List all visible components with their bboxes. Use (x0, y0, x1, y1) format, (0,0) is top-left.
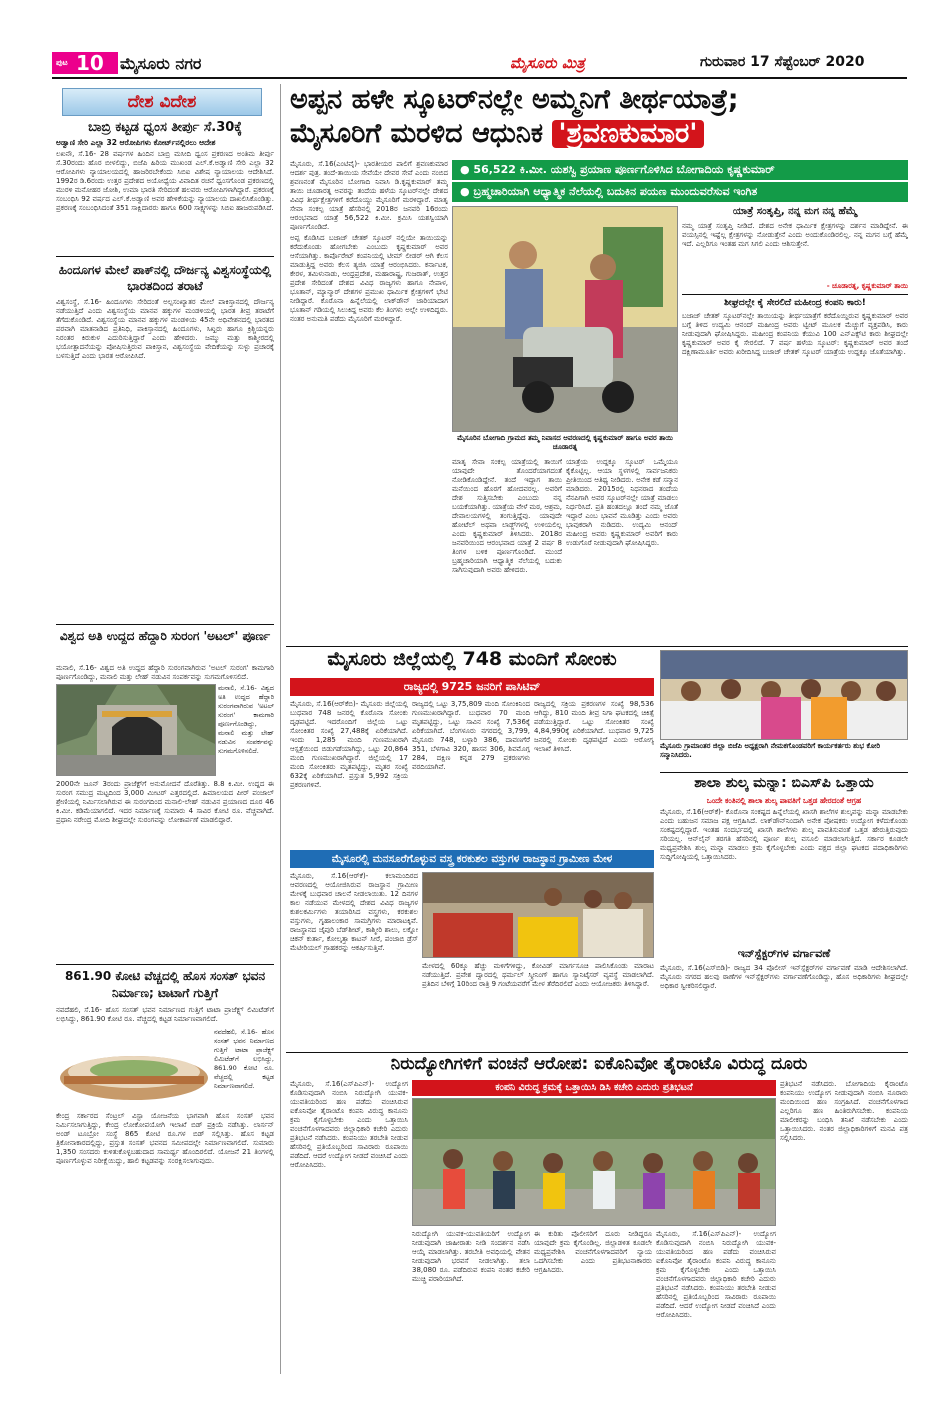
newspaper-logo: ಮೈಸೂರು ಮಿತ್ರ (510, 54, 585, 72)
mother-quote-title: ಯಾತ್ರೆ ಸಂತೃಪ್ತಿ, ನನ್ನ ಮಗ ನನ್ನ ಹೆಮ್ಮೆ (732, 206, 858, 217)
parliament-image (56, 1028, 212, 1110)
mela-photo (422, 872, 654, 958)
lead-headline-highlight: 'ಶ್ರವಣಕುಮಾರ' (552, 120, 703, 148)
school-fee-body: ಮೈಸೂರು, ಸೆ.16(ಆರ್‌ಕೆ)- ಕೊರೊನಾ ಸಂಕಷ್ಟದ ಹಿನ್ನೆಲೆಯಲ್ಲಿ ಖಾಸಗಿ ಶಾಲೆಗಳ ಶುಲ್ಕವನ್ನು ಮನ್ನಾ ಮಾಡಬೇಕು ಎಂದು ಬಹುಜನ ಸಮಾಜ ಪಕ್ಷ ಆಗ್ರಹಿಸಿದೆ. ಲಾಕ್‌ಡೌನ್‌ನಿಂದಾಗಿ ಅನೇಕ ಪೋಷಕರು ಉದ್ಯೋಗ ಕಳೆದುಕೊಂಡು ಸಂಕಷ್ಟದಲ್ಲಿದ್ದಾರೆ. ಇಂತಹ ಸಂದರ್ಭದಲ್ಲಿ ಖಾಸಗಿ ಶಾಲೆಗಳು ಶುಲ್ಕ ಪಾವತಿಸುವಂತೆ ಒತ್ತಡ ಹೇರುತ್ತಿರುವುದು ಸರಿಯಲ್ಲ. ಆನ್‌ಲೈನ್ ತರಗತಿ ಹೆಸರಿನಲ್ಲಿ ಪೂರ್ಣ ಶುಲ್ಕ ವಸೂಲಿ ಮಾಡಲಾಗುತ್ತಿದೆ. ಸರ್ಕಾರ ಕೂಡಲೇ ಮಧ್ಯಪ್ರವೇಶಿಸಿ ಶುಲ್ಕ ಮನ್ನಾ ಮಾಡಲು ಕ್ರಮ ಕೈಗೊಳ್ಳಬೇಕು ಎಂದು ಪಕ್ಷದ ಜಿಲ್ಲಾ ಘಟಕದ ಪದಾಧಿಕಾರಿಗಳು ಸುದ್ದಿಗೋಷ್ಠಿಯಲ್ಲಿ ಒತ್ತಾಯಿಸಿದರು. (660, 808, 908, 861)
atal-lead: ಮನಾಲಿ, ಸೆ.16- ವಿಶ್ವದ ಅತಿ ಉದ್ದದ ಹೆದ್ದಾರಿ ಸುರಂಗವಾಗಿರುವ 'ಅಟಲ್ ಸುರಂಗ' ಕಾಮಗಾರಿ ಪೂರ್ಣಗೊಂಡಿದ್ದು, ಮನಾಲಿ ಮತ್ತು ಲೇಹ್ ನಡುವಿನ ಸಂಪರ್ಕವನ್ನು ಸುಗಮಗೊಳಿಸಲಿದೆ. (56, 664, 274, 681)
mela-col-b: ಮೇಳದಲ್ಲಿ 60ಕ್ಕೂ ಹೆಚ್ಚು ಮಳಿಗೆಗಳಿದ್ದು, ಕೋವಿಡ್ ಮಾರ್ಗಸೂಚಿ ಪಾಲಿಸಿಕೊಂಡು ಮಾರಾಟ ನಡೆಯುತ್ತಿದೆ. ಪ್ರವೇಶ ದ್ವಾರದಲ್ಲಿ ಥರ್ಮಲ್ ಸ್ಕ್ರೀನಿಂಗ್ ಹಾಗೂ ಸ್ಯಾನಿಟೈಸರ್ ವ್ಯವಸ್ಥೆ ಮಾಡಲಾಗಿದೆ. ಪ್ರತಿದಿನ ಬೆಳಿಗ್ಗೆ 10ರಿಂದ ರಾತ್ರಿ 9 ಗಂಟೆಯವರೆಗೆ ಮೇಳ ತೆರೆದಿರಲಿದೆ ಎಂದು ಆಯೋಜಕರು ತಿಳಿಸಿದ್ದಾರೆ. (422, 962, 654, 988)
page-number-badge (52, 52, 118, 74)
mela-col-a: ಮೈಸೂರು, ಸೆ.16(ಆರ್‌ಕೆ)- ಕಲಾಮಂದಿರದ ಆವರಣದಲ್ಲಿ ಆಯೋಜಿಸಿರುವ ರಾಜಸ್ಥಾನ ಗ್ರಾಮೀಣ ಮೇಳಕ್ಕೆ ಬುಧವಾರ ಚಾಲನೆ ನೀಡಲಾಯಿತು. 12 ದಿನಗಳ ಕಾಲ ನಡೆಯುವ ಮೇಳದಲ್ಲಿ ದೇಶದ ವಿವಿಧ ರಾಜ್ಯಗಳ ಕುಶಲಕರ್ಮಿಗಳು ತಯಾರಿಸಿದ ವಸ್ತ್ರಗಳು, ಕರಕುಶಲ ವಸ್ತುಗಳು, ಗೃಹಾಲಂಕಾರ ಸಾಮಗ್ರಿಗಳು ಮಾರಾಟಕ್ಕಿವೆ. ರಾಜಸ್ಥಾನದ ಜೈಪುರಿ ಬೆಡ್‌ಶೀಟ್, ಕಾಶ್ಮೀರಿ ಶಾಲು, ಲಕ್ನೋ ಚಿಕನ್ ಕುರ್ತಾ, ಕೋಲ್ಕತ್ತಾ ಕಾಟನ್ ಸೀರೆ, ಪಂಜಾಬಿ ಡ್ರೆಸ್ ಮೆಟೀರಿಯಲ್ ಗ್ರಾಹಕರನ್ನು ಆಕರ್ಷಿಸುತ್ತಿವೆ. (290, 872, 418, 952)
covid-col-a: ಮೈಸೂರು, ಸೆ.16(ಆರ್‌ಕೆಬಿ)- ಮೈಸೂರು ಜಿಲ್ಲೆಯಲ್ಲಿ ಬುಧವಾರ 748 ಜನರಲ್ಲಿ ಕೊರೊನಾ ಸೋಂಕು ದೃಢಪಟ್ಟಿದೆ. ಇದರೊಂದಿಗೆ ಜಿಲ್ಲೆಯ ಒಟ್ಟು ಸೋಂಕಿತರ ಸಂಖ್ಯೆ 27,488ಕ್ಕೆ ಏರಿಕೆಯಾಗಿದೆ. ಇಂದು 1,285 ಮಂದಿ ಗುಣಮುಖರಾಗಿ ಆಸ್ಪತ್ರೆಯಿಂದ ಬಿಡುಗಡೆಯಾಗಿದ್ದು, ಒಟ್ಟು 20,864 ಮಂದಿ ಗುಣಮುಖರಾಗಿದ್ದಾರೆ. ಜಿಲ್ಲೆಯಲ್ಲಿ 17 ಮಂದಿ ಸೋಂಕಿತರು ಮೃತಪಟ್ಟಿದ್ದು, ಮೃತರ ಸಂಖ್ಯೆ 632ಕ್ಕೆ ಏರಿಕೆಯಾಗಿದೆ. ಪ್ರಸ್ತುತ 5,992 ಸಕ್ರಿಯ ಪ್ರಕರಣಗಳಿವೆ. (290, 700, 408, 789)
mother-quote-byline: - ಚೂಡಾರತ್ನ, ಕೃಷ್ಣಕುಮಾರ್ ತಾಯಿ (826, 282, 908, 290)
babri-subhead: ಅಡ್ವಾಣಿ ಸೇರಿ ಎಲ್ಲಾ 32 ಆರೋಪಿಗಳು ಕೋರ್ಟ್‌ನಲ್ಲಿರಲು ಆದೇಶ (56, 138, 216, 147)
parliament-side-text: ನವದೆಹಲಿ, ಸೆ.16- ಹೊಸ ಸಂಸತ್ ಭವನ ನಿರ್ಮಾಣದ ಗುತ್ತಿಗೆ ಟಾಟಾ ಪ್ರಾಜೆಕ್ಟ್ಸ್ ಲಿಮಿಟೆಡ್‌ಗೆ ಲಭಿಸಿದ್ದು, 861.90 ಕೋಟಿ ರೂ. ವೆಚ್ಚದಲ್ಲಿ ಕಟ್ಟಡ ನಿರ್ಮಾಣವಾಗಲಿದೆ. (214, 1028, 274, 1090)
atal-headline: ವಿಶ್ವದ ಅತಿ ಉದ್ದದ ಹೆದ್ದಾರಿ ಸುರಂಗ 'ಅಟಲ್' ಪೂರ್ಣ (59, 629, 271, 643)
divider (56, 256, 274, 257)
parliament-headline: 861.90 ಕೋಟಿ ವೆಚ್ಚದಲ್ಲಿ ಹೊಸ ಸಂಸತ್ ಭವನ ನಿರ್ಮಾಣ; ಟಾಟಾಗೆ ಗುತ್ತಿಗೆ (64, 969, 266, 1000)
mela-headline: ಮೈಸೂರಲ್ಲಿ ಮನಸೂರೆಗೊಳ್ಳುವ ವಸ್ತ್ರ ಕರಕುಶಲ ವಸ್ತುಗಳ ರಾಜಸ್ಥಾನ ಗ್ರಾಮೀಣ ಮೇಳ (290, 850, 654, 868)
column-rule (280, 84, 281, 1374)
lead-photo-caption: ಮೈಸೂರಿನ ಬೋಗಾದಿ ಗ್ರಾಮದ ತಮ್ಮ ನಿವಾಸದ ಆವರಣದಲ್ಲಿ ಕೃಷ್ಣಕುಮಾರ್ ಹಾಗೂ ಅವರ ತಾಯಿ ಚೂಡಾರತ್ನ (457, 434, 673, 451)
transfer-body: ಮೈಸೂರು, ಸೆ.16(ಎಸ್‌ಬಿಡಿ)- ರಾಜ್ಯದ 34 ಪೊಲೀಸ್ ಇನ್‌ಸ್ಪೆಕ್ಟರ್‌ಗಳ ವರ್ಗಾವಣೆ ಮಾಡಿ ಆದೇಶಿಸಲಾಗಿದೆ. ಮೈಸೂರು ನಗರದ ಹಲವು ಠಾಣೆಗಳ ಇನ್‌ಸ್ಪೆಕ್ಟರ್‌ಗಳು ವರ್ಗಾವಣೆಗೊಂಡಿದ್ದು, ಹೊಸ ಅಧಿಕಾರಿಗಳು ಶೀಘ್ರದಲ್ಲೇ ಅಧಿಕಾರ ಸ್ವೀಕರಿಸಲಿದ್ದಾರೆ. (660, 964, 908, 990)
divider (286, 1052, 908, 1053)
section-title-box (62, 88, 262, 116)
lead-headline-text: ಮೈಸೂರಿಗೆ ಮರಳಿದ ಆಧುನಿಕ (290, 118, 543, 149)
covid-headline: ಮೈಸೂರು ಜಿಲ್ಲೆಯಲ್ಲಿ 748 ಮಂದಿಗೆ ಸೋಂಕು (327, 648, 617, 670)
bjp-felicitation-photo (660, 650, 908, 740)
page-label: ಪುಟ (56, 58, 68, 67)
masthead-rule (52, 77, 907, 79)
felicitation-image (661, 651, 908, 740)
lead-intro-p1: ಮೈಸೂರು, ಸೆ.16(ಎಂಟಿವೈ)- ಭಾರತೀಯರ ಪಾಲಿಗೆ ಶ್ರವಣಕುಮಾರ ಆದರ್ಶ ಪುತ್ರ. ತಂದೆ-ತಾಯಿಯ ಸೇವೆಯೇ ದೇವರ ಸೇವೆ ಎಂದು ನಂಬಿದ ಶ್ರವಣನಂತೆ ಮೈಸೂರಿನ ಬೋಗಾದಿ ನಿವಾಸಿ ಡಿ.ಕೃಷ್ಣಕುಮಾರ್ ತಮ್ಮ ತಾಯಿ ಚೂಡಾರತ್ನ ಅವರನ್ನು ತಂದೆಯ ಹಳೆಯ ಸ್ಕೂಟರ್‌ನಲ್ಲೇ ದೇಶದ ವಿವಿಧ ತೀರ್ಥಕ್ಷೇತ್ರಗಳಿಗೆ ಕರೆದೊಯ್ದು ಮೈಸೂರಿಗೆ ಮರಳಿದ್ದಾರೆ. ಮಾತೃ ಸೇವಾ ಸಂಕಲ್ಪ ಯಾತ್ರೆ ಹೆಸರಿನಲ್ಲಿ 2018ರ ಜನವರಿ 16ರಂದು ಆರಂಭವಾದ ಯಾತ್ರೆ 56,522 ಕಿ.ಮೀ. ಕ್ರಮಿಸಿ ಯಶಸ್ವಿಯಾಗಿ ಪೂರ್ಣಗೊಂಡಿದೆ. (290, 160, 448, 231)
mother-quote-body: ನಮ್ಮ ಯಾತ್ರೆ ಸಂತೃಪ್ತಿ ನೀಡಿದೆ. ದೇಶದ ಅನೇಕ ಧಾರ್ಮಿಕ ಕ್ಷೇತ್ರಗಳನ್ನು ದರ್ಶನ ಮಾಡಿದ್ದೇನೆ. ಈ ವಯಸ್ಸಿನಲ್ಲಿ ಇಷ್ಟೆಲ್ಲ ಕ್ಷೇತ್ರಗಳನ್ನು ನೋಡುತ್ತೇನೆ ಎಂದು ಅಂದುಕೊಂಡಿರಲಿಲ್ಲ. ನನ್ನ ಮಗನ ಬಗ್ಗೆ ಹೆಮ್ಮೆ ಇದೆ. ಎಲ್ಲರಿಗೂ ಇಂತಹ ಮಗ ಸಿಗಲಿ ಎಂದು ಆಶಿಸುತ್ತೇನೆ. (682, 222, 908, 248)
mother-son-scooter-image (453, 207, 678, 432)
protest-image (413, 1099, 776, 1226)
divider (286, 646, 908, 647)
page-number: 10 (76, 51, 104, 75)
lead-col-c: ಯಾತ್ರೆಯ ಉದ್ದಕ್ಕೂ ಸ್ಕೂಟರ್ ಒಮ್ಮೆಯೂ ಕೈಕೊಟ್ಟಿಲ್ಲ. ಆಯಾ ಸ್ಥಳಗಳಲ್ಲಿ ಸಾರ್ವಜನಿಕರು ಪ್ರೀತಿಯಿಂದ ಆತಿಥ್ಯ ನೀಡಿದರು. ಅನೇಕ ಕಡೆ ಸನ್ಮಾನ ಮಾಡಿದರು. 2015ರಲ್ಲಿ ನಿಧನರಾದ ತಂದೆಯ ನೆನಪಿಗಾಗಿ ಅವರ ಸ್ಕೂಟರ್‌ನಲ್ಲೇ ಯಾತ್ರೆ ಮಾಡಲು ನಿರ್ಧರಿಸಿದೆ. ಪ್ರತಿ ಹಂತದಲ್ಲೂ ತಂದೆ ನಮ್ಮ ಜೊತೆ ಇದ್ದಾರೆ ಎಂಬ ಭಾವನೆ ಮೂಡಿತ್ತು ಎಂದು ಅವರು ಭಾವುಕರಾಗಿ ನುಡಿದರು. ಉದ್ಯಮಿ ಆನಂದ್ ಮಹೀಂದ್ರ ಅವರು ಕೃಷ್ಣಕುಮಾರ್ ಅವರಿಗೆ ಕಾರು ಉಡುಗೊರೆ ನೀಡುವುದಾಗಿ ಘೋಷಿಸಿದ್ದರು. (566, 458, 678, 547)
covid-subhead: ರಾಜ್ಯದಲ್ಲಿ 9725 ಜನರಿಗೆ ಪಾಸಿಟಿವ್ (290, 678, 654, 696)
babri-body: ಲಖನೌ, ಸೆ.16- 28 ವರ್ಷಗಳ ಹಿಂದಿನ ಬಾಬ್ರಿ ಮಸೀದಿ ಧ್ವಂಸ ಪ್ರಕರಣದ ಅಂತಿಮ ತೀರ್ಪು ಸೆ.30ರಂದು ಹೊರ ಬೀಳಲಿದ್ದು, ಬಿಜೆಪಿ ಹಿರಿಯ ಮುಖಂಡ ಎಲ್.ಕೆ.ಅಡ್ವಾಣಿ ಸೇರಿ ಎಲ್ಲಾ 32 ಆರೋಪಿಗಳು ನ್ಯಾಯಾಲಯದಲ್ಲಿ ಹಾಜರಿರಬೇಕೆಂದು ಸಿಬಿಐ ವಿಶೇಷ ನ್ಯಾಯಾಲಯ ಆದೇಶಿಸಿದೆ. 1992ರ ಡಿ.6ರಂದು ಉತ್ತರ ಪ್ರದೇಶದ ಅಯೋಧ್ಯೆಯ ವಿವಾದಿತ ರಚನೆ ಧ್ವಂಸಗೊಂಡ ಪ್ರಕರಣದಲ್ಲಿ ಮುರಳಿ ಮನೋಹರ ಜೋಶಿ, ಉಮಾ ಭಾರತಿ ಸೇರಿದಂತೆ ಹಲವರು ಆರೋಪಿಗಳಾಗಿದ್ದಾರೆ. ಪ್ರಕರಣಕ್ಕೆ ಸಂಬಂಧಿಸಿ 92 ವರ್ಷದ ಎಲ್.ಕೆ.ಅಡ್ವಾಣಿ ಅವರ ಹೇಳಿಕೆಯನ್ನು ನ್ಯಾಯಾಲಯ ದಾಖಲಿಸಿಕೊಂಡಿತ್ತು. ಪ್ರಕರಣಕ್ಕೆ ಸಂಬಂಧಿಸಿದಂತೆ 351 ಸಾಕ್ಷಿದಾರರು ಹಾಗೂ 600 ಸಾಕ್ಷ್ಯಗಳನ್ನು ಸಿಬಿಐ ಹಾಜರುಪಡಿಸಿದೆ. (56, 150, 274, 212)
parliament-body: ಕೇಂದ್ರ ಸರ್ಕಾರದ ಸೆಂಟ್ರಲ್ ವಿಸ್ಟಾ ಯೋಜನೆಯ ಭಾಗವಾಗಿ ಹೊಸ ಸಂಸತ್ ಭವನ ನಿರ್ಮಿಸಲಾಗುತ್ತಿದ್ದು, ಕೇಂದ್ರ ಲೋಕೋಪಯೋಗಿ ಇಲಾಖೆ ಬಿಡ್ ಪ್ರಕ್ರಿಯೆ ನಡೆಸಿತ್ತು. ಲಾರ್ಸನ್ ಅಂಡ್ ಟೂಬ್ರೋ ಸಂಸ್ಥೆ 865 ಕೋಟಿ ರೂ.ಗಳ ಬಿಡ್ ಸಲ್ಲಿಸಿತ್ತು. ಹೊಸ ಕಟ್ಟಡ ತ್ರಿಕೋನಾಕಾರದಲ್ಲಿದ್ದು, ಪ್ರಸ್ತುತ ಸಂಸತ್ ಭವನದ ಸಮೀಪದಲ್ಲೇ ನಿರ್ಮಾಣವಾಗಲಿದೆ. ಸುಮಾರು 1,350 ಸಂಸದರು ಕುಳಿತುಕೊಳ್ಳಬಹುದಾದ ಸಾಮರ್ಥ್ಯ ಹೊಂದಿರಲಿದೆ. ಯೋಜನೆ 21 ತಿಂಗಳಲ್ಲಿ ಪೂರ್ಣಗೊಳ್ಳುವ ನಿರೀಕ್ಷೆಯಿದ್ದು, ಹಾಲಿ ಕಟ್ಟಡವನ್ನು ಸಂರಕ್ಷಿಸಲಾಗುವುದು. (56, 1112, 274, 1165)
issue-date: ಗುರುವಾರ 17 ಸೆಪ್ಟೆಂಬರ್ 2020 (700, 54, 865, 70)
lead-headline-line2 (290, 120, 910, 148)
atal-side-text: ಮನಾಲಿ, ಸೆ.16- ವಿಶ್ವದ ಅತಿ ಉದ್ದದ ಹೆದ್ದಾರಿ ಸುರಂಗವಾಗಿರುವ 'ಅಟಲ್ ಸುರಂಗ' ಕಾಮಗಾರಿ ಪೂರ್ಣಗೊಂಡಿದ್ದು, ಮನಾಲಿ ಮತ್ತು ಲೇಹ್ ನಡುವಿನ ಸಂಪರ್ಕವನ್ನು ಸುಗಮಗೊಳಿಸಲಿದೆ. (218, 684, 274, 755)
protest-photo (412, 1098, 776, 1226)
divider (660, 772, 908, 773)
protest-subhead: ಕಂಪನಿ ವಿರುದ್ಧ ಕ್ರಮಕ್ಕೆ ಒತ್ತಾಯಿಸಿ ಡಿಸಿ ಕಚೇರಿ ಎದುರು ಪ್ರತಿಭಟನೆ (412, 1080, 776, 1096)
lead-intro-p2: ಅಪ್ಪ ಕೊಡಿಸಿದ ಬಜಾಜ್ ಚೇತಕ್ ಸ್ಕೂಟರ್ ನಲ್ಲಿಯೇ ತಾಯಿಯನ್ನು ಕರೆದುಕೊಂಡು ಹೋಗಬೇಕು ಎಂಬುದು ಕೃಷ್ಣಕುಮಾರ್ ಅವರ ಆಸೆಯಾಗಿತ್ತು. ಕಾರ್ಪೊರೇಟ್ ಕಂಪನಿಯಲ್ಲಿ ಟೀಮ್ ಲೀಡರ್ ಆಗಿ ಕೆಲಸ ಮಾಡುತ್ತಿದ್ದ ಅವರು ಕೆಲಸ ತ್ಯಜಿಸಿ ಯಾತ್ರೆ ಆರಂಭಿಸಿದರು. ಕರ್ನಾಟಕ, ಕೇರಳ, ತಮಿಳುನಾಡು, ಆಂಧ್ರಪ್ರದೇಶ, ಮಹಾರಾಷ್ಟ್ರ, ಗುಜರಾತ್, ಉತ್ತರ ಪ್ರದೇಶ ಸೇರಿದಂತೆ ದೇಶದ ವಿವಿಧ ರಾಜ್ಯಗಳು ಹಾಗೂ ನೇಪಾಳ, ಭೂತಾನ್, ಮ್ಯಾನ್ಮಾರ್ ದೇಶಗಳ ಪ್ರಮುಖ ಧಾರ್ಮಿಕ ಕ್ಷೇತ್ರಗಳಿಗೆ ಭೇಟಿ ನೀಡಿದ್ದಾರೆ. ಕೊರೊನಾ ಹಿನ್ನೆಲೆಯಲ್ಲಿ ಲಾಕ್‌ಡೌನ್ ಜಾರಿಯಾದಾಗ ಭೂತಾನ್ ಗಡಿಯಲ್ಲಿ ಸಿಲುಕಿದ್ದ ಅವರು ಕೆಲ ತಿಂಗಳು ಅಲ್ಲೇ ಉಳಿದಿದ್ದರು. ನಂತರ ಅನುಮತಿ ಪಡೆದು ಮೈಸೂರಿಗೆ ಮರಳಿದ್ದಾರೆ. (290, 234, 448, 323)
section-name: ಮೈಸೂರು ನಗರ (120, 54, 202, 73)
protest-headline: ನಿರುದ್ಯೋಗಿಗಳಿಗೆ ವಂಚನೆ ಆರೋಪ: ಐಕೊನಿವೋ ತೈರಾಂಟೊ ವಿರುದ್ಧ ದೂರು (390, 1054, 808, 1074)
lead-bullet-2: ● ಬ್ರಹ್ಮಚಾರಿಯಾಗಿ ಆಧ್ಯಾತ್ಮಿಕ ನೆಲೆಯಲ್ಲಿ ಬದುಕಿನ ಪಯಣ ಮುಂದುವರೆಸುವ ಇಂಗಿತ (452, 182, 908, 202)
mela-inauguration-image (423, 873, 654, 958)
protest-col-b: ನಿರುದ್ಯೋಗಿ ಯುವಕ-ಯುವತಿಯರಿಗೆ ಉದ್ಯೋಗ ನೀಡುವುದಾಗಿ ಜಾಹೀರಾತು ನೀಡಿ ಸಂದರ್ಶನ ನಡೆಸಿ ಆಯ್ಕೆ ಮಾಡಲಾಗಿತ್ತು. ತರಬೇತಿ ಅವಧಿಯಲ್ಲಿ ವೇತನ ನೀಡುವುದಾಗಿ ಭರವಸೆ ನೀಡಲಾಗಿತ್ತು. ತಲಾ 38,080 ರೂ. ಪಡೆದಿರುವ ಕಂಪನಿ ನಂತರ ಕಚೇರಿ ಮುಚ್ಚಿ ಪರಾರಿಯಾಗಿದೆ. (412, 1230, 530, 1283)
lead-headline-line1: ಅಪ್ಪನ ಹಳೇ ಸ್ಕೂಟರ್‌ನಲ್ಲೇ ಅಮ್ಮನಿಗೆ ತೀರ್ಥಯಾತ್ರೆ; (290, 84, 739, 115)
school-fee-subhead: ಒಂದೇ ಕಂತಿನಲ್ಲಿ ಶಾಲಾ ಶುಲ್ಕ ಪಾವತಿಗೆ ಒತ್ತಡ ಹೇರದಂತೆ ಆಗ್ರಹ (706, 796, 862, 805)
school-fee-headline: ಶಾಲಾ ಶುಲ್ಕ ಮನ್ನಾ: ಬಿಎಸ್‌ಪಿ ಒತ್ತಾಯ (694, 775, 874, 791)
protest-col-a: ಮೈಸೂರು, ಸೆ.16(ಎಸ್‌ಪಿಎನ್)- ಉದ್ಯೋಗ ಕೊಡಿಸುವುದಾಗಿ ನಂಬಿಸಿ ನಿರುದ್ಯೋಗಿ ಯುವಕ-ಯುವತಿಯರಿಂದ ಹಣ ಪಡೆದು ವಂಚಿಸಿರುವ ಐಕೊನಿವೋ ತೈರಾಂಟೊ ಕಂಪನಿ ವಿರುದ್ಧ ಕಾನೂನು ಕ್ರಮ ಕೈಗೊಳ್ಳಬೇಕು ಎಂದು ಒತ್ತಾಯಿಸಿ ವಂಚನೆಗೊಳಗಾದವರು ಜಿಲ್ಲಾಧಿಕಾರಿ ಕಚೇರಿ ಎದುರು ಪ್ರತಿಭಟನೆ ನಡೆಸಿದರು. ಕಂಪನಿಯು ತರಬೇತಿ ನೀಡುವ ಹೆಸರಿನಲ್ಲಿ ಪ್ರತಿಯೊಬ್ಬರಿಂದ ಸಾವಿರಾರು ರೂಪಾಯಿ ಪಡೆದಿದೆ. ಆದರೆ ಉದ್ಯೋಗ ನೀಡದೆ ವಂಚಿಸಿದೆ ಎಂದು ಆರೋಪಿಸಿದರು. (290, 1080, 408, 1169)
atal-body: 2000ನೇ ಜೂನ್ 3ರಂದು ಪ್ರಾಜೆಕ್ಟ್‌ಗೆ ಅನುಮೋದನೆ ದೊರೆತಿತ್ತು. 8.8 ಕಿ.ಮೀ. ಉದ್ದದ ಈ ಸುರಂಗ ಸಮುದ್ರ ಮಟ್ಟದಿಂದ 3,000 ಮೀಟರ್ ಎತ್ತರದಲ್ಲಿದೆ. ಹಿಮಾಲಯದ ಪೀರ್ ಪಂಜಾಲ್ ಶ್ರೇಣಿಯಲ್ಲಿ ನಿರ್ಮಿಸಲಾಗಿರುವ ಈ ಸುರಂಗದಿಂದ ಮನಾಲಿ-ಲೇಹ್ ನಡುವಿನ ಪ್ರಯಾಣದ ದೂರ 46 ಕಿ.ಮೀ. ಕಡಿಮೆಯಾಗಲಿದೆ. ಇದರ ನಿರ್ಮಾಣಕ್ಕೆ ಸುಮಾರು 4 ಸಾವಿರ ಕೋಟಿ ರೂ. ವೆಚ್ಚವಾಗಿದೆ. ಪ್ರಧಾನಿ ನರೇಂದ್ರ ಮೋದಿ ಶೀಘ್ರದಲ್ಲೇ ಸುರಂಗವನ್ನು ಲೋಕಾರ್ಪಣೆ ಮಾಡಲಿದ್ದಾರೆ. (56, 780, 274, 824)
section-title: ದೇಶ ವಿದೇಶ (127, 92, 197, 112)
divider (56, 964, 274, 965)
divider (682, 294, 908, 295)
masthead (0, 0, 945, 80)
pak-headline: ಹಿಂದೂಗಳ ಮೇಲೆ ಪಾಕ್‌ನಲ್ಲಿ ದೌರ್ಜನ್ಯ ವಿಶ್ವಸಂಸ್ಥೆಯಲ್ಲಿ ಭಾರತದಿಂದ ತರಾಟೆ (58, 263, 272, 293)
transfer-headline: ಇನ್‌ಸ್ಪೆಕ್ಟರ್‌ಗಳ ವರ್ಗಾವಣೆ (737, 947, 831, 960)
lead-bullet-1: ● 56,522 ಕಿ.ಮೀ. ಯಶಸ್ವಿ ಪ್ರಯಾಣ ಪೂರ್ಣಗೊಳಿಸಿದ ಬೋಗಾದಿಯ ಕೃಷ್ಣಕುಮಾರ್ (452, 160, 908, 180)
parliament-photo (56, 1028, 212, 1110)
pak-body: ವಿಶ್ವಸಂಸ್ಥೆ, ಸೆ.16- ಹಿಂದೂಗಳು ಸೇರಿದಂತೆ ಅಲ್ಪಸಂಖ್ಯಾತರ ಮೇಲೆ ಪಾಕಿಸ್ತಾನದಲ್ಲಿ ದೌರ್ಜನ್ಯ ನಡೆಯುತ್ತಿದೆ ಎಂದು ವಿಶ್ವಸಂಸ್ಥೆಯ ಮಾನವ ಹಕ್ಕುಗಳ ಮಂಡಳಿಯಲ್ಲಿ ಭಾರತ ತೀವ್ರ ತರಾಟೆಗೆ ತೆಗೆದುಕೊಂಡಿದೆ. ವಿಶ್ವಸಂಸ್ಥೆಯ ಮಾನವ ಹಕ್ಕುಗಳ ಮಂಡಳಿಯ 45ನೇ ಅಧಿವೇಶನದಲ್ಲಿ ಭಾರತದ ಪರವಾಗಿ ಮಾತನಾಡಿದ ಪ್ರತಿನಿಧಿ, ಪಾಕಿಸ್ತಾನದಲ್ಲಿ ಹಿಂದೂಗಳು, ಸಿಖ್ಖರು ಹಾಗೂ ಕ್ರಿಶ್ಚಿಯನ್ನರು ನಿರಂತರ ಕಿರುಕುಳ ಎದುರಿಸುತ್ತಿದ್ದಾರೆ ಎಂದು ಹೇಳಿದರು. ಜಮ್ಮು ಮತ್ತು ಕಾಶ್ಮೀರದಲ್ಲಿ ಭಯೋತ್ಪಾದನೆಯನ್ನು ಪೋಷಿಸುತ್ತಿರುವ ಪಾಕಿಸ್ತಾನ, ವಿಶ್ವಸಂಸ್ಥೆಯ ವೇದಿಕೆಯನ್ನು ಸುಳ್ಳು ಪ್ರಚಾರಕ್ಕೆ ಬಳಸುತ್ತಿದೆ ಎಂದು ಭಾರತ ಆರೋಪಿಸಿದೆ. (56, 298, 274, 360)
mahindra-title: ಶೀಘ್ರದಲ್ಲೇ ಕೈ ಸೇರಲಿದೆ ಮಹೀಂದ್ರ ಕಂಪನಿ ಕಾರು! (724, 298, 866, 308)
divider (56, 624, 274, 625)
covid-col-c: ರಾಜ್ಯದಲ್ಲಿ ಸಕ್ರಿಯ ಪ್ರಕರಣಗಳ ಸಂಖ್ಯೆ 98,536 ಆಗಿದ್ದು, 810 ಮಂದಿ ತೀವ್ರ ನಿಗಾ ಘಟಕದಲ್ಲಿ ಚಿಕಿತ್ಸೆ ಪಡೆಯುತ್ತಿದ್ದಾರೆ. ಒಟ್ಟು ಸೋಂಕಿತರ ಸಂಖ್ಯೆ 4,84,990ಕ್ಕೆ ಏರಿಕೆಯಾಗಿದೆ. ಬುಧವಾರ 9,725 ಜನರಲ್ಲಿ ಸೋಂಕು ದೃಢಪಟ್ಟಿದೆ ಎಂದು ಆರೋಗ್ಯ ಇಲಾಖೆ ತಿಳಿಸಿದೆ. (534, 700, 654, 753)
protest-col-d: ಪ್ರತಿಭಟನೆ ನಡೆಸಿದರು. ಬೋಗಾದಿಯ ಕೈರಾಂಟೊ ಕಂಪನಿಯು ಉದ್ಯೋಗ ನೀಡುವುದಾಗಿ ನಂಬಿಸಿ ನೂರಾರು ಮಂದಿಯಿಂದ ಹಣ ಸಂಗ್ರಹಿಸಿದೆ. ವಂಚನೆಗೊಳಗಾದ ಎಲ್ಲರಿಗೂ ಹಣ ಹಿಂತಿರುಗಿಸಬೇಕು. ಕಂಪನಿಯ ಮಾಲೀಕರನ್ನು ಬಂಧಿಸಿ ತನಿಖೆ ನಡೆಸಬೇಕು ಎಂದು ಒತ್ತಾಯಿಸಿದರು. ನಂತರ ಜಿಲ್ಲಾಧಿಕಾರಿಗಳಿಗೆ ಮನವಿ ಪತ್ರ ಸಲ್ಲಿಸಿದರು. (780, 1080, 908, 1142)
bjp-photo-caption: ಮೈಸೂರು ಗ್ರಾಮಾಂತರ ಜಿಲ್ಲಾ ಬಿಜೆಪಿ ಅಧ್ಯಕ್ಷರಾಗಿ ನೇಮಕಗೊಂಡವರಿಗೆ ಕಾರ್ಯಕರ್ತರು ಶುಭ ಕೋರಿ ಸನ್ಮಾನಿಸಿದರು. (660, 742, 881, 759)
babri-headline: ಬಾಬ್ರಿ ಕಟ್ಟಡ ಧ್ವಂಸ ತೀರ್ಪು ಸೆ.30ಕ್ಕೆ (88, 120, 242, 135)
lead-photo (452, 206, 678, 432)
lead-intro (290, 160, 448, 580)
atal-tunnel-photo (56, 684, 216, 776)
protest-col-c: ಈ ಕುರಿತು ಪೊಲೀಸರಿಗೆ ದೂರು ನೀಡಿದ್ದರೂ ಯಾವುದೇ ಕ್ರಮ ಕೈಗೊಂಡಿಲ್ಲ. ಜಿಲ್ಲಾಡಳಿತ ಕೂಡಲೇ ಮಧ್ಯಪ್ರವೇಶಿಸಿ ವಂಚನೆಗೊಳಗಾದವರಿಗೆ ನ್ಯಾಯ ಒದಗಿಸಬೇಕು ಎಂದು ಪ್ರತಿಭಟನಾಕಾರರು ಆಗ್ರಹಿಸಿದರು. (534, 1230, 652, 1274)
parliament-lead: ನವದೆಹಲಿ, ಸೆ.16- ಹೊಸ ಸಂಸತ್ ಭವನ ನಿರ್ಮಾಣದ ಗುತ್ತಿಗೆ ಟಾಟಾ ಪ್ರಾಜೆಕ್ಟ್ಸ್ ಲಿಮಿಟೆಡ್‌ಗೆ ಲಭಿಸಿದ್ದು, 861.90 ಕೋಟಿ ರೂ. ವೆಚ್ಚದಲ್ಲಿ ಕಟ್ಟಡ ನಿರ್ಮಾಣವಾಗಲಿದೆ. (56, 1006, 274, 1023)
covid-col-b: ರಾಜ್ಯದಲ್ಲಿ ಒಟ್ಟು 3,75,809 ಮಂದಿ ಸೋಂಕಿನಿಂದ ಗುಣಮುಖರಾಗಿದ್ದಾರೆ. ಬುಧವಾರ 70 ಮಂದಿ ಮೃತಪಟ್ಟಿದ್ದು, ಒಟ್ಟು ಸಾವಿನ ಸಂಖ್ಯೆ 7,536ಕ್ಕೆ ಏರಿಕೆಯಾಗಿದೆ. ಬೆಂಗಳೂರು ನಗರದಲ್ಲಿ 3,799, ಮೈಸೂರು 748, ಬಳ್ಳಾರಿ 386, ದಾವಣಗೆರೆ 351, ಬೆಳಗಾವಿ 320, ಹಾಸನ 306, ಶಿವಮೊಗ್ಗ 284, ದಕ್ಷಿಣ ಕನ್ನಡ 279 ಪ್ರಕರಣಗಳು ವರದಿಯಾಗಿವೆ. (412, 700, 530, 771)
protest-col-c-cont: ಮೈಸೂರು, ಸೆ.16(ಎಸ್‌ಪಿಎನ್)- ಉದ್ಯೋಗ ಕೊಡಿಸುವುದಾಗಿ ನಂಬಿಸಿ ನಿರುದ್ಯೋಗಿ ಯುವಕ-ಯುವತಿಯರಿಂದ ಹಣ ಪಡೆದು ವಂಚಿಸಿರುವ ಐಕೊನಿವೋ ತೈರಾಂಟೊ ಕಂಪನಿ ವಿರುದ್ಧ ಕಾನೂನು ಕ್ರಮ ಕೈಗೊಳ್ಳಬೇಕು ಎಂದು ಒತ್ತಾಯಿಸಿ ವಂಚನೆಗೊಳಗಾದವರು ಜಿಲ್ಲಾಧಿಕಾರಿ ಕಚೇರಿ ಎದುರು ಪ್ರತಿಭಟನೆ ನಡೆಸಿದರು. ಕಂಪನಿಯು ತರಬೇತಿ ನೀಡುವ ಹೆಸರಿನಲ್ಲಿ ಪ್ರತಿಯೊಬ್ಬರಿಂದ ಸಾವಿರಾರು ರೂಪಾಯಿ ಪಡೆದಿದೆ. ಆದರೆ ಉದ್ಯೋಗ ನೀಡದೆ ವಂಚಿಸಿದೆ ಎಂದು ಆರೋಪಿಸಿದರು. (656, 1230, 776, 1319)
lead-col-b: ಮಾತೃ ಸೇವಾ ಸಂಕಲ್ಪ ಯಾತ್ರೆಯಲ್ಲಿ ತಾಯಿಗೆ ಯಾವುದೇ ತೊಂದರೆಯಾಗದಂತೆ ನೋಡಿಕೊಂಡಿದ್ದೇನೆ. ತಂದೆ ಇದ್ದಾಗ ತಾಯಿ ಮನೆಯಿಂದ ಹೊರಗೆ ಹೋದವರಲ್ಲ. ಅವರಿಗೆ ದೇಶ ಸುತ್ತಿಸಬೇಕು ಎಂಬುದು ನನ್ನ ಬಯಕೆಯಾಗಿತ್ತು. ಯಾತ್ರೆಯ ವೇಳೆ ಮಠ, ಆಶ್ರಮ, ದೇವಾಲಯಗಳಲ್ಲಿ ತಂಗುತ್ತಿದ್ದೆವು. ಯಾವುದೇ ಹೋಟೆಲ್ ಅಥವಾ ಲಾಡ್ಜ್‌ಗಳಲ್ಲಿ ಉಳಿಯಲಿಲ್ಲ ಎಂದು ಕೃಷ್ಣಕುಮಾರ್ ತಿಳಿಸಿದರು. 2018ರ ಜನವರಿಯಿಂದ ಆರಂಭವಾದ ಯಾತ್ರೆ 2 ವರ್ಷ 8 ತಿಂಗಳ ಬಳಿಕ ಪೂರ್ಣಗೊಂಡಿದೆ. ಮುಂದೆ ಬ್ರಹ್ಮಚಾರಿಯಾಗಿ ಆಧ್ಯಾತ್ಮಿಕ ನೆಲೆಯಲ್ಲಿ ಬದುಕು ಸಾಗಿಸುವುದಾಗಿ ಅವರು ಹೇಳಿದರು. (452, 458, 562, 574)
mahindra-body: ಬಜಾಜ್ ಚೇತಕ್ ಸ್ಕೂಟರ್‌ನಲ್ಲೇ ತಾಯಿಯನ್ನು ತೀರ್ಥಯಾತ್ರೆಗೆ ಕರೆದೊಯ್ದಿರುವ ಕೃಷ್ಣಕುಮಾರ್ ಅವರ ಬಗ್ಗೆ ತಿಳಿದ ಉದ್ಯಮಿ ಆನಂದ್ ಮಹೀಂದ್ರ ಅವರು ಟ್ವೀಟ್ ಮೂಲಕ ಮೆಚ್ಚುಗೆ ವ್ಯಕ್ತಪಡಿಸಿ, ಕಾರು ನೀಡುವುದಾಗಿ ಘೋಷಿಸಿದ್ದರು. ಮಹೀಂದ್ರ ಕಂಪನಿಯ ಕೆಯುವಿ 100 ಎನ್‌ಎಕ್ಸ್‌ಟಿ ಕಾರು ಶೀಘ್ರದಲ್ಲೇ ಕೃಷ್ಣಕುಮಾರ್ ಅವರ ಕೈ ಸೇರಲಿದೆ. 7 ವರ್ಷ ಹಳೆಯ ಸ್ಕೂಟರ್: ಕೃಷ್ಣಕುಮಾರ್ ಅವರ ತಂದೆ ದಕ್ಷಿಣಾಮೂರ್ತಿ ಅವರು ಖರೀದಿಸಿದ್ದ ಬಜಾಜ್ ಚೇತಕ್ ಸ್ಕೂಟರ್ ಯಾತ್ರೆಯ ಉದ್ದಕ್ಕೂ ಜೊತೆಯಾಗಿತ್ತು. (682, 312, 908, 356)
tunnel-image (57, 685, 216, 776)
